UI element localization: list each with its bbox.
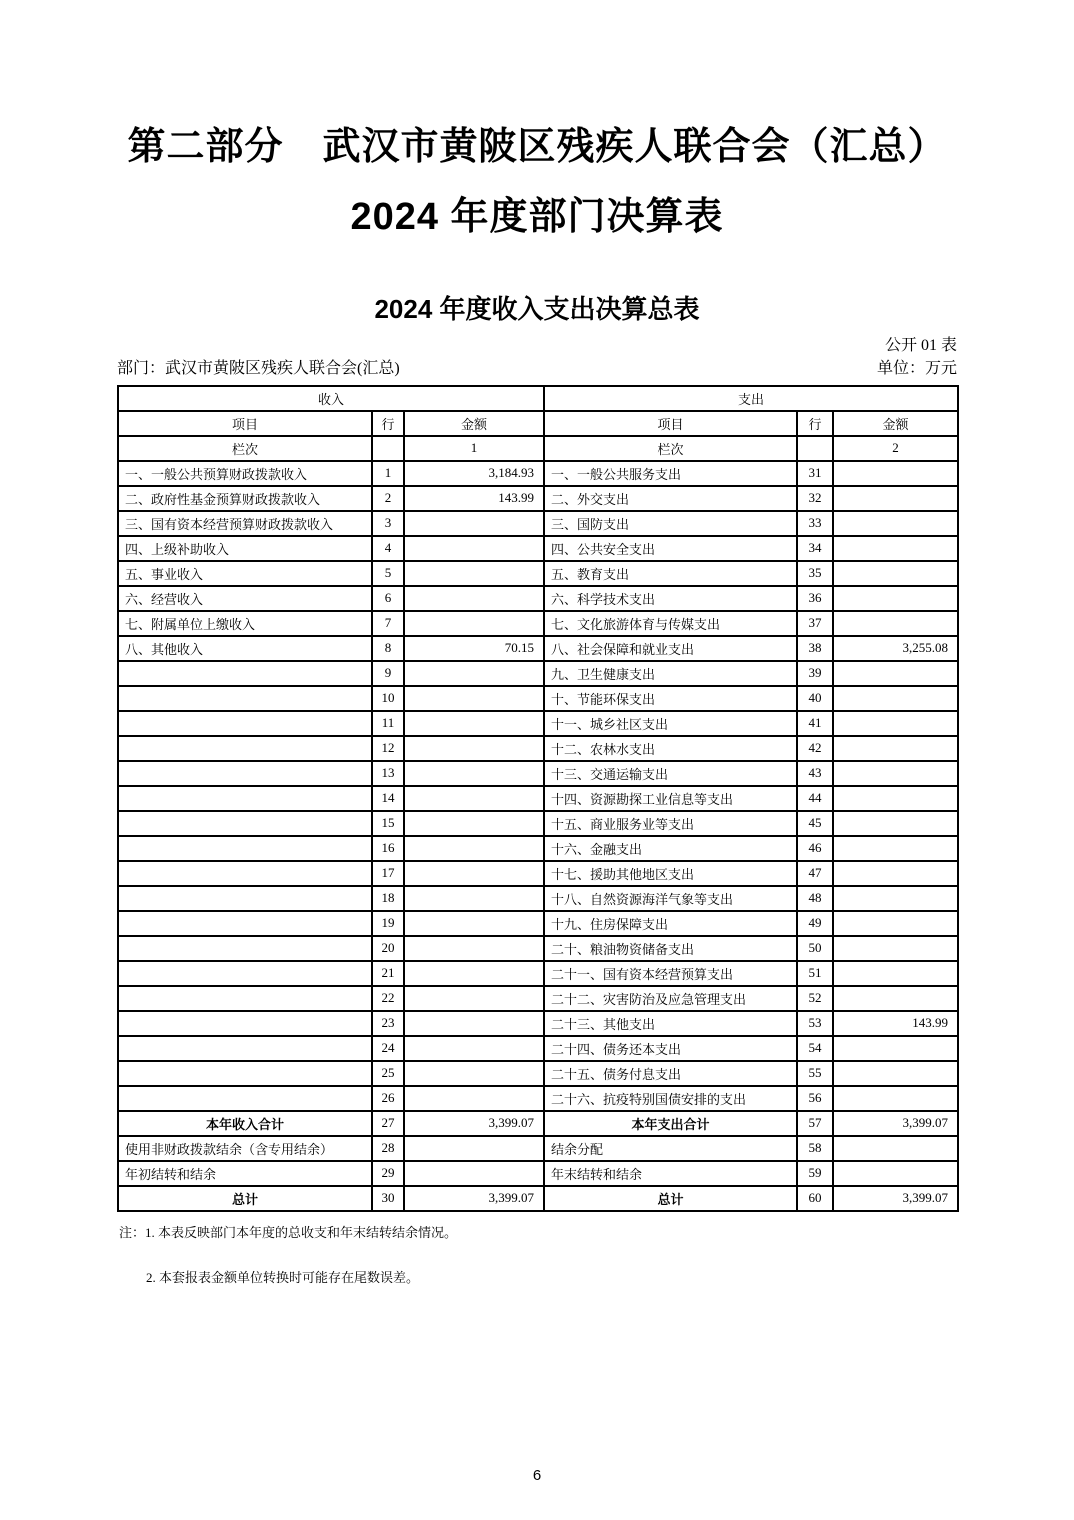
table-row: [118, 1086, 958, 1111]
income-item-cell: 总计: [118, 1186, 372, 1211]
income-line-cell: 14: [372, 786, 404, 811]
expense-item-cell: 结余分配: [544, 1136, 797, 1161]
income-amount-cell: [404, 811, 544, 836]
income-item-cell: [118, 686, 372, 711]
expense-amount-cell: 3,399.07: [833, 1186, 958, 1211]
table-row: [118, 911, 958, 936]
expense-line-cell: 54: [797, 1036, 833, 1061]
income-item-cell: 四、上级补助收入: [118, 536, 372, 561]
table-row: [118, 1061, 958, 1086]
section-header-row: [118, 386, 958, 411]
expense-section-header: 支出: [544, 386, 958, 411]
expense-amount-cell: 3,255.08: [833, 636, 958, 661]
income-line-cell: 26: [372, 1086, 404, 1111]
income-item-cell: [118, 736, 372, 761]
table-row: [118, 1036, 958, 1061]
expense-amount-cell: 143.99: [833, 1011, 958, 1036]
expense-amount-cell: [833, 811, 958, 836]
expense-item-cell: 十四、资源勘探工业信息等支出: [544, 786, 797, 811]
income-line-cell: 27: [372, 1111, 404, 1136]
budget-table-body: [118, 461, 958, 1211]
income-item-cell: [118, 811, 372, 836]
table-row: [118, 1136, 958, 1161]
expense-item-cell: 十九、住房保障支出: [544, 911, 797, 936]
income-col-no-cell: 1: [404, 436, 544, 461]
expense-line-cell: 43: [797, 761, 833, 786]
income-line-cell: 18: [372, 886, 404, 911]
table-row: [118, 1011, 958, 1036]
income-line-cell: 6: [372, 586, 404, 611]
income-line-cell: 21: [372, 961, 404, 986]
expense-item-cell: 二十二、灾害防治及应急管理支出: [544, 986, 797, 1011]
income-amount-cell: [404, 1011, 544, 1036]
income-amount-cell: [404, 761, 544, 786]
income-item-cell: [118, 1061, 372, 1086]
table-row: [118, 511, 958, 536]
expense-col-no-cell: 2: [833, 436, 958, 461]
income-item-cell: 一、一般公共预算财政拨款收入: [118, 461, 372, 486]
income-item-cell: [118, 836, 372, 861]
table-row: [118, 536, 958, 561]
expense-amount-cell: [833, 736, 958, 761]
income-line-cell: 28: [372, 1136, 404, 1161]
income-section-header: 收入: [118, 386, 544, 411]
income-line-cell: 22: [372, 986, 404, 1011]
expense-line-cell: 37: [797, 611, 833, 636]
income-line-cell: 3: [372, 511, 404, 536]
expense-item-cell: 八、社会保障和就业支出: [544, 636, 797, 661]
expense-item-cell: 二十四、债务还本支出: [544, 1036, 797, 1061]
income-amount-cell: 3,399.07: [404, 1111, 544, 1136]
table-row: [118, 986, 958, 1011]
income-line-cell: 1: [372, 461, 404, 486]
income-item-cell: [118, 886, 372, 911]
income-item-cell: 二、政府性基金预算财政拨款收入: [118, 486, 372, 511]
budget-summary-table: [117, 385, 959, 1212]
income-amount-cell: [404, 511, 544, 536]
expense-item-cell: 十三、交通运输支出: [544, 761, 797, 786]
income-line-header: 行: [372, 411, 404, 436]
expense-item-cell: 十七、援助其他地区支出: [544, 861, 797, 886]
income-amount-cell: [404, 986, 544, 1011]
table-title: 2024 年度收入支出决算总表: [374, 294, 700, 324]
expense-item-cell: 二十、粮油物资储备支出: [544, 936, 797, 961]
expense-item-cell: 十六、金融支出: [544, 836, 797, 861]
department-label: 部门：武汉市黄陂区残疾人联合会(汇总): [117, 359, 400, 377]
expense-amount-cell: [833, 836, 958, 861]
expense-item-cell: 十一、城乡社区支出: [544, 711, 797, 736]
income-line-cell: 9: [372, 661, 404, 686]
expense-line-cell: 56: [797, 1086, 833, 1111]
expense-line-cell: 40: [797, 686, 833, 711]
income-amount-cell: [404, 1061, 544, 1086]
income-item-cell: [118, 1086, 372, 1111]
table-code-label: 公开 01 表: [884, 337, 957, 354]
expense-item-cell: 十五、商业服务业等支出: [544, 811, 797, 836]
expense-amount-cell: [833, 611, 958, 636]
expense-amount-cell: 3,399.07: [833, 1111, 958, 1136]
income-amount-cell: [404, 586, 544, 611]
income-amount-cell: [404, 661, 544, 686]
expense-amount-header: 金额: [833, 411, 958, 436]
table-row: [118, 561, 958, 586]
income-item-cell: [118, 1036, 372, 1061]
income-amount-cell: 143.99: [404, 486, 544, 511]
table-notes: [117, 1225, 957, 1286]
income-amount-cell: [404, 1036, 544, 1061]
income-line-cell: 7: [372, 611, 404, 636]
income-line-cell: 24: [372, 1036, 404, 1061]
expense-line-cell: 34: [797, 536, 833, 561]
expense-line-cell: 49: [797, 911, 833, 936]
income-item-cell: 本年收入合计: [118, 1111, 372, 1136]
expense-item-cell: 年末结转和结余: [544, 1161, 797, 1186]
income-line-cell: 16: [372, 836, 404, 861]
income-line-cell: 20: [372, 936, 404, 961]
expense-amount-cell: [833, 786, 958, 811]
table-row: [118, 861, 958, 886]
table-row: [118, 711, 958, 736]
expense-item-cell: 一、一般公共服务支出: [544, 461, 797, 486]
expense-item-cell: 二十一、国有资本经营预算支出: [544, 961, 797, 986]
expense-line-cell: 32: [797, 486, 833, 511]
income-item-cell: 年初结转和结余: [118, 1161, 372, 1186]
expense-line-cell: 55: [797, 1061, 833, 1086]
income-amount-cell: [404, 936, 544, 961]
income-amount-cell: [404, 1161, 544, 1186]
table-row: [118, 1186, 958, 1211]
income-amount-cell: 3,184.93: [404, 461, 544, 486]
income-item-cell: 三、国有资本经营预算财政拨款收入: [118, 511, 372, 536]
income-amount-cell: [404, 686, 544, 711]
expense-line-cell: 44: [797, 786, 833, 811]
income-line-cell: 10: [372, 686, 404, 711]
table-row: [118, 936, 958, 961]
expense-item-cell: 五、教育支出: [544, 561, 797, 586]
income-amount-cell: [404, 886, 544, 911]
expense-line-header: 行: [797, 411, 833, 436]
income-item-cell: 八、其他收入: [118, 636, 372, 661]
expense-item-cell: 二十三、其他支出: [544, 1011, 797, 1036]
expense-item-cell: 本年支出合计: [544, 1111, 797, 1136]
expense-item-cell: 二十六、抗疫特别国债安排的支出: [544, 1086, 797, 1111]
expense-line-cell: 39: [797, 661, 833, 686]
income-amount-cell: [404, 911, 544, 936]
income-line-cell: 25: [372, 1061, 404, 1086]
expense-lanci-cell: 栏次: [544, 436, 797, 461]
expense-item-cell: 十八、自然资源海洋气象等支出: [544, 886, 797, 911]
income-item-cell: [118, 936, 372, 961]
income-line-cell: 2: [372, 486, 404, 511]
income-amount-cell: [404, 611, 544, 636]
expense-item-cell: 十二、农林水支出: [544, 736, 797, 761]
income-item-cell: 七、附属单位上缴收入: [118, 611, 372, 636]
expense-line-cell: 53: [797, 1011, 833, 1036]
expense-amount-cell: [833, 936, 958, 961]
expense-amount-cell: [833, 1161, 958, 1186]
income-item-cell: 六、经营收入: [118, 586, 372, 611]
expense-line-cell: 31: [797, 461, 833, 486]
income-amount-cell: 70.15: [404, 636, 544, 661]
expense-lanci-line-cell: [797, 436, 833, 461]
table-row: [118, 961, 958, 986]
table-row: [118, 461, 958, 486]
expense-amount-cell: [833, 1136, 958, 1161]
expense-amount-cell: [833, 886, 958, 911]
income-line-cell: 5: [372, 561, 404, 586]
income-line-cell: 4: [372, 536, 404, 561]
income-line-cell: 8: [372, 636, 404, 661]
income-item-cell: [118, 911, 372, 936]
expense-item-header: 项目: [544, 411, 797, 436]
income-line-cell: 17: [372, 861, 404, 886]
expense-line-cell: 35: [797, 561, 833, 586]
expense-amount-cell: [833, 561, 958, 586]
expense-line-cell: 36: [797, 586, 833, 611]
income-line-cell: 19: [372, 911, 404, 936]
income-lanci-line-cell: [372, 436, 404, 461]
column-index-row: [118, 436, 958, 461]
expense-line-cell: 33: [797, 511, 833, 536]
expense-amount-cell: [833, 486, 958, 511]
income-amount-cell: [404, 736, 544, 761]
income-amount-cell: [404, 536, 544, 561]
expense-amount-cell: [833, 1086, 958, 1111]
expense-amount-cell: [833, 911, 958, 936]
income-item-cell: [118, 711, 372, 736]
note-line-1: 注：1. 本表反映部门本年度的总收支和年末结转结余情况。: [119, 1224, 458, 1240]
table-row: [118, 1161, 958, 1186]
expense-item-cell: 四、公共安全支出: [544, 536, 797, 561]
expense-line-cell: 60: [797, 1186, 833, 1211]
unit-label: 单位：万元: [876, 359, 957, 377]
expense-item-cell: 二十五、债务付息支出: [544, 1061, 797, 1086]
table-row: [118, 736, 958, 761]
expense-item-cell: 十、节能环保支出: [544, 686, 797, 711]
expense-line-cell: 42: [797, 736, 833, 761]
budget-table-head: [118, 386, 958, 461]
table-row: [118, 686, 958, 711]
expense-line-cell: 58: [797, 1136, 833, 1161]
expense-line-cell: 45: [797, 811, 833, 836]
expense-amount-cell: [833, 711, 958, 736]
expense-amount-cell: [833, 861, 958, 886]
expense-item-cell: 总计: [544, 1186, 797, 1211]
income-item-cell: [118, 761, 372, 786]
expense-item-cell: 三、国防支出: [544, 511, 797, 536]
income-amount-cell: [404, 1136, 544, 1161]
expense-line-cell: 47: [797, 861, 833, 886]
table-row: [118, 836, 958, 861]
expense-item-cell: 六、科学技术支出: [544, 586, 797, 611]
expense-amount-cell: [833, 986, 958, 1011]
table-row: [118, 811, 958, 836]
table-row: [118, 786, 958, 811]
page-number: 6: [532, 1467, 542, 1484]
income-line-cell: 30: [372, 1186, 404, 1211]
expense-amount-cell: [833, 586, 958, 611]
income-line-cell: 11: [372, 711, 404, 736]
income-amount-cell: [404, 561, 544, 586]
income-item-cell: [118, 1011, 372, 1036]
expense-amount-cell: [833, 461, 958, 486]
income-amount-cell: [404, 836, 544, 861]
table-row: [118, 586, 958, 611]
column-header-row: [118, 411, 958, 436]
income-line-cell: 23: [372, 1011, 404, 1036]
expense-amount-cell: [833, 661, 958, 686]
table-meta-line: [117, 359, 957, 380]
income-item-cell: 使用非财政拨款结余（含专用结余）: [118, 1136, 372, 1161]
table-row: [118, 886, 958, 911]
expense-line-cell: 52: [797, 986, 833, 1011]
expense-line-cell: 48: [797, 886, 833, 911]
expense-line-cell: 46: [797, 836, 833, 861]
income-item-cell: [118, 661, 372, 686]
expense-line-cell: 38: [797, 636, 833, 661]
income-amount-header: 金额: [404, 411, 544, 436]
expense-amount-cell: [833, 761, 958, 786]
table-row: [118, 486, 958, 511]
expense-item-cell: 七、文化旅游体育与传媒支出: [544, 611, 797, 636]
income-item-cell: [118, 861, 372, 886]
expense-amount-cell: [833, 536, 958, 561]
income-amount-cell: [404, 711, 544, 736]
income-amount-cell: [404, 861, 544, 886]
income-amount-cell: [404, 1086, 544, 1111]
table-row: [118, 636, 958, 661]
table-row: [118, 1111, 958, 1136]
expense-item-cell: 二、外交支出: [544, 486, 797, 511]
income-amount-cell: [404, 961, 544, 986]
expense-amount-cell: [833, 511, 958, 536]
income-item-cell: 五、事业收入: [118, 561, 372, 586]
expense-line-cell: 50: [797, 936, 833, 961]
income-amount-cell: [404, 786, 544, 811]
income-item-cell: [118, 961, 372, 986]
income-item-cell: [118, 786, 372, 811]
expense-line-cell: 41: [797, 711, 833, 736]
expense-amount-cell: [833, 1036, 958, 1061]
table-row: [118, 611, 958, 636]
expense-line-cell: 59: [797, 1161, 833, 1186]
document-content: [117, 0, 957, 1286]
income-line-cell: 13: [372, 761, 404, 786]
income-item-cell: [118, 986, 372, 1011]
expense-line-cell: 57: [797, 1111, 833, 1136]
expense-amount-cell: [833, 686, 958, 711]
table-row: [118, 661, 958, 686]
expense-amount-cell: [833, 1061, 958, 1086]
expense-line-cell: 51: [797, 961, 833, 986]
document-title-line1: 第二部分 武汉市黄陂区残疾人联合会（汇总）: [127, 126, 947, 168]
table-row: [118, 761, 958, 786]
income-amount-cell: 3,399.07: [404, 1186, 544, 1211]
note-line-2: 2. 本套报表金额单位转换时可能存在尾数误差。: [146, 1270, 420, 1286]
income-line-cell: 15: [372, 811, 404, 836]
income-line-cell: 29: [372, 1161, 404, 1186]
document-title-line2: 2024 年度部门决算表: [350, 196, 724, 238]
income-line-cell: 12: [372, 736, 404, 761]
expense-amount-cell: [833, 961, 958, 986]
income-item-header: 项目: [118, 411, 372, 436]
income-lanci-cell: 栏次: [118, 436, 372, 461]
expense-item-cell: 九、卫生健康支出: [544, 661, 797, 686]
